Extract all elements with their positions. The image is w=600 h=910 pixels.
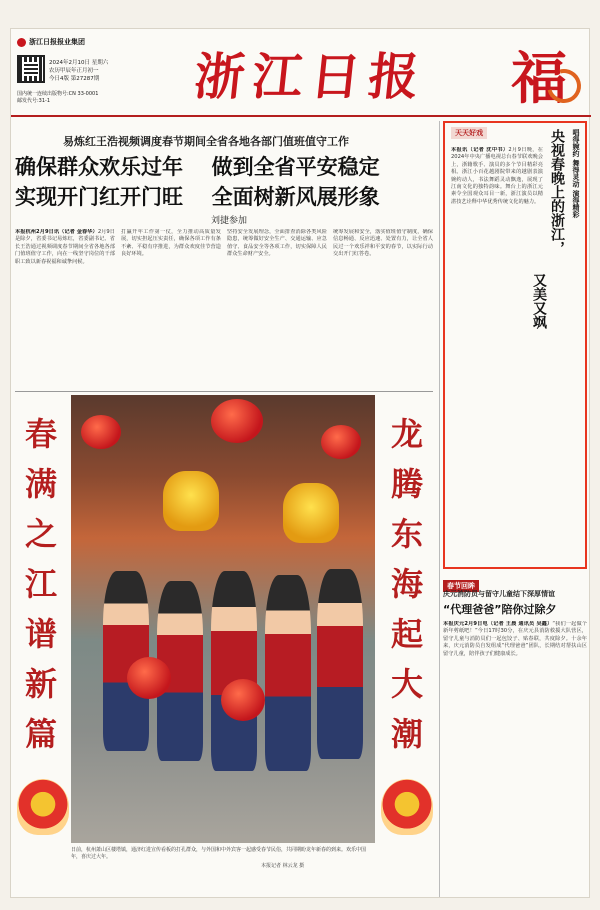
dragon-head-icon bbox=[283, 483, 339, 543]
date-block bbox=[49, 59, 108, 83]
performer-figure bbox=[317, 569, 363, 759]
photo-credit: 本报记者 林云龙 摄 bbox=[261, 863, 305, 869]
lantern-icon bbox=[321, 425, 361, 459]
fu-emblem bbox=[505, 35, 585, 111]
feature-dateline: 本报讯（记者 沈中书） bbox=[451, 147, 509, 153]
feature-body-text: 2月9日晚，在2024年中央广播电视总台春节联欢晚会上，浙籍歌手、演员的多个节目精彩亮相。浙江小百花越剧院带来的越剧表演婉约动人，书法舞蹈灵动飘逸，展现了江南文化的独特韵味。舞台上的浙江元素令全国观众耳目一新，浙江演员以精湛技艺诠释中华优秀传统文化的魅力。 bbox=[451, 147, 543, 205]
right-lower-dateline: 本报庆元2月9日电（记者 王晨 通讯员 吴鑫） bbox=[443, 621, 553, 627]
lantern-icon bbox=[81, 415, 121, 449]
lead-column-4: 统筹发展和安全，落实值班值守制度，确保信息畅通、反应迅速、处置有力，让全省人民过一个欢乐祥和平安的春节，以实际行动交出开门红答卷。 bbox=[333, 229, 433, 258]
lead-column-2: 打赢开年工作第一仗，全力推动高质量发展，切实担起压实责任，确保各项工作有条不紊、平稳有序推进，为群众欢度佳节营造良好环境。 bbox=[121, 229, 221, 258]
section-divider bbox=[15, 391, 433, 392]
headline-1-right: 做到全省平安稳定 bbox=[211, 155, 380, 179]
right-vertical-phrase: 龙腾东海起大潮 bbox=[390, 415, 423, 753]
headline-2-right: 全面树新风展形象 bbox=[211, 185, 380, 209]
lead-headline-line1 bbox=[15, 151, 380, 181]
lantern-icon bbox=[211, 399, 263, 443]
performer-figure bbox=[265, 575, 311, 771]
newspaper-title: 浙江日报 bbox=[191, 47, 430, 106]
group-logo-icon bbox=[17, 38, 26, 47]
headline-1-left: 确保群众欢乐过年 bbox=[15, 155, 183, 179]
held-lantern-icon bbox=[221, 679, 265, 721]
lunar-date: 农历甲辰年正月初一 bbox=[49, 68, 99, 74]
feature-title-2: 又美又飒 bbox=[531, 273, 547, 329]
right-lower-tag: 春节回眸 bbox=[443, 580, 479, 592]
lead-dateline: 本报杭州2月9日讯（记者 金春华） bbox=[15, 229, 98, 235]
group-name: 浙江日报报业集团 bbox=[29, 38, 85, 46]
fu-character: 福 bbox=[511, 46, 567, 112]
masthead bbox=[11, 29, 591, 117]
qr-code-icon bbox=[17, 55, 45, 83]
feature-tag: 天天好戏 bbox=[451, 127, 487, 139]
headline-2-left: 实现开门红开门旺 bbox=[15, 185, 183, 209]
feature-title-1: 央视春晚上的浙江， bbox=[549, 129, 565, 255]
right-lower-subhead: 庆元消防员与留守儿童结下深厚情谊 bbox=[443, 590, 555, 598]
lead-byline: 刘捷参加 bbox=[211, 216, 248, 226]
feature-body bbox=[451, 147, 543, 565]
left-vertical-phrase: 春满之江谱新篇 bbox=[24, 415, 57, 753]
right-lower-headline: “代理爸爸”陪你过除夕 bbox=[443, 603, 557, 616]
group-logo bbox=[17, 37, 85, 47]
lead-col1-text: 2月9日是除夕，省委书记易炼红，省委副书记、省长王浩通过视频调度春节期间全省各地各部门值班值守工作，向在一线坚守岗位的干部职工致以新春祝福和诚挚问候。 bbox=[15, 229, 115, 265]
lead-column-3: 坚持安全发展理念，全面排查消除各类风险隐患，统筹做好安全生产、交通运输、应急值守、食品安全等各项工作，切实保障人民群众生命财产安全。 bbox=[227, 229, 327, 258]
post-code: 邮发代号:31-1 bbox=[17, 98, 51, 104]
lead-photo bbox=[71, 395, 375, 843]
held-lantern-icon bbox=[127, 657, 171, 699]
lead-column-1 bbox=[15, 229, 115, 387]
dragon-head-icon bbox=[163, 471, 219, 531]
lead-subheadline: 易炼红王浩视频调度春节期间全省各地各部门值班值守工作 bbox=[63, 135, 349, 148]
issue-number: 今日4版 第27287期 bbox=[49, 76, 100, 82]
lead-headline-line2 bbox=[15, 181, 380, 211]
feature-kicker: 唱得婉约 舞得灵动 演得精彩 bbox=[572, 129, 580, 218]
publication-numbers bbox=[17, 91, 98, 105]
right-lower-text: “我们一起做个新年剪纸吧！”今日17时30分，在庆元县消防救援大队营区，留守儿童与消防员们一起包饺子、贴春联，共度除夕。十余年来，庆元消防员自发组成“代理爸爸”团队，长期结对帮扶山区留守儿童，陪伴孩子们健康成长。 bbox=[443, 621, 587, 657]
lion-dance-left-icon bbox=[17, 779, 69, 835]
right-lower-body bbox=[443, 621, 587, 891]
lion-dance-right-icon bbox=[381, 779, 433, 835]
date: 2024年2月10日 星期六 bbox=[49, 60, 109, 66]
feature-box[interactable] bbox=[443, 121, 587, 569]
performer-figure bbox=[211, 571, 257, 771]
cn-number: 国内统一连续出版物号:CN 33-0001 bbox=[17, 91, 99, 97]
photo-caption: 日前，杭州萧山区楼塔镇，通济红进宣传看板的打孔群众，与外国和中外宾客一起感受春节民俗，共同期盼龙年新春的到来。欢乐中国年，喜庆过大年。 bbox=[71, 847, 367, 860]
column-divider bbox=[439, 121, 440, 897]
newspaper-page bbox=[10, 28, 590, 898]
